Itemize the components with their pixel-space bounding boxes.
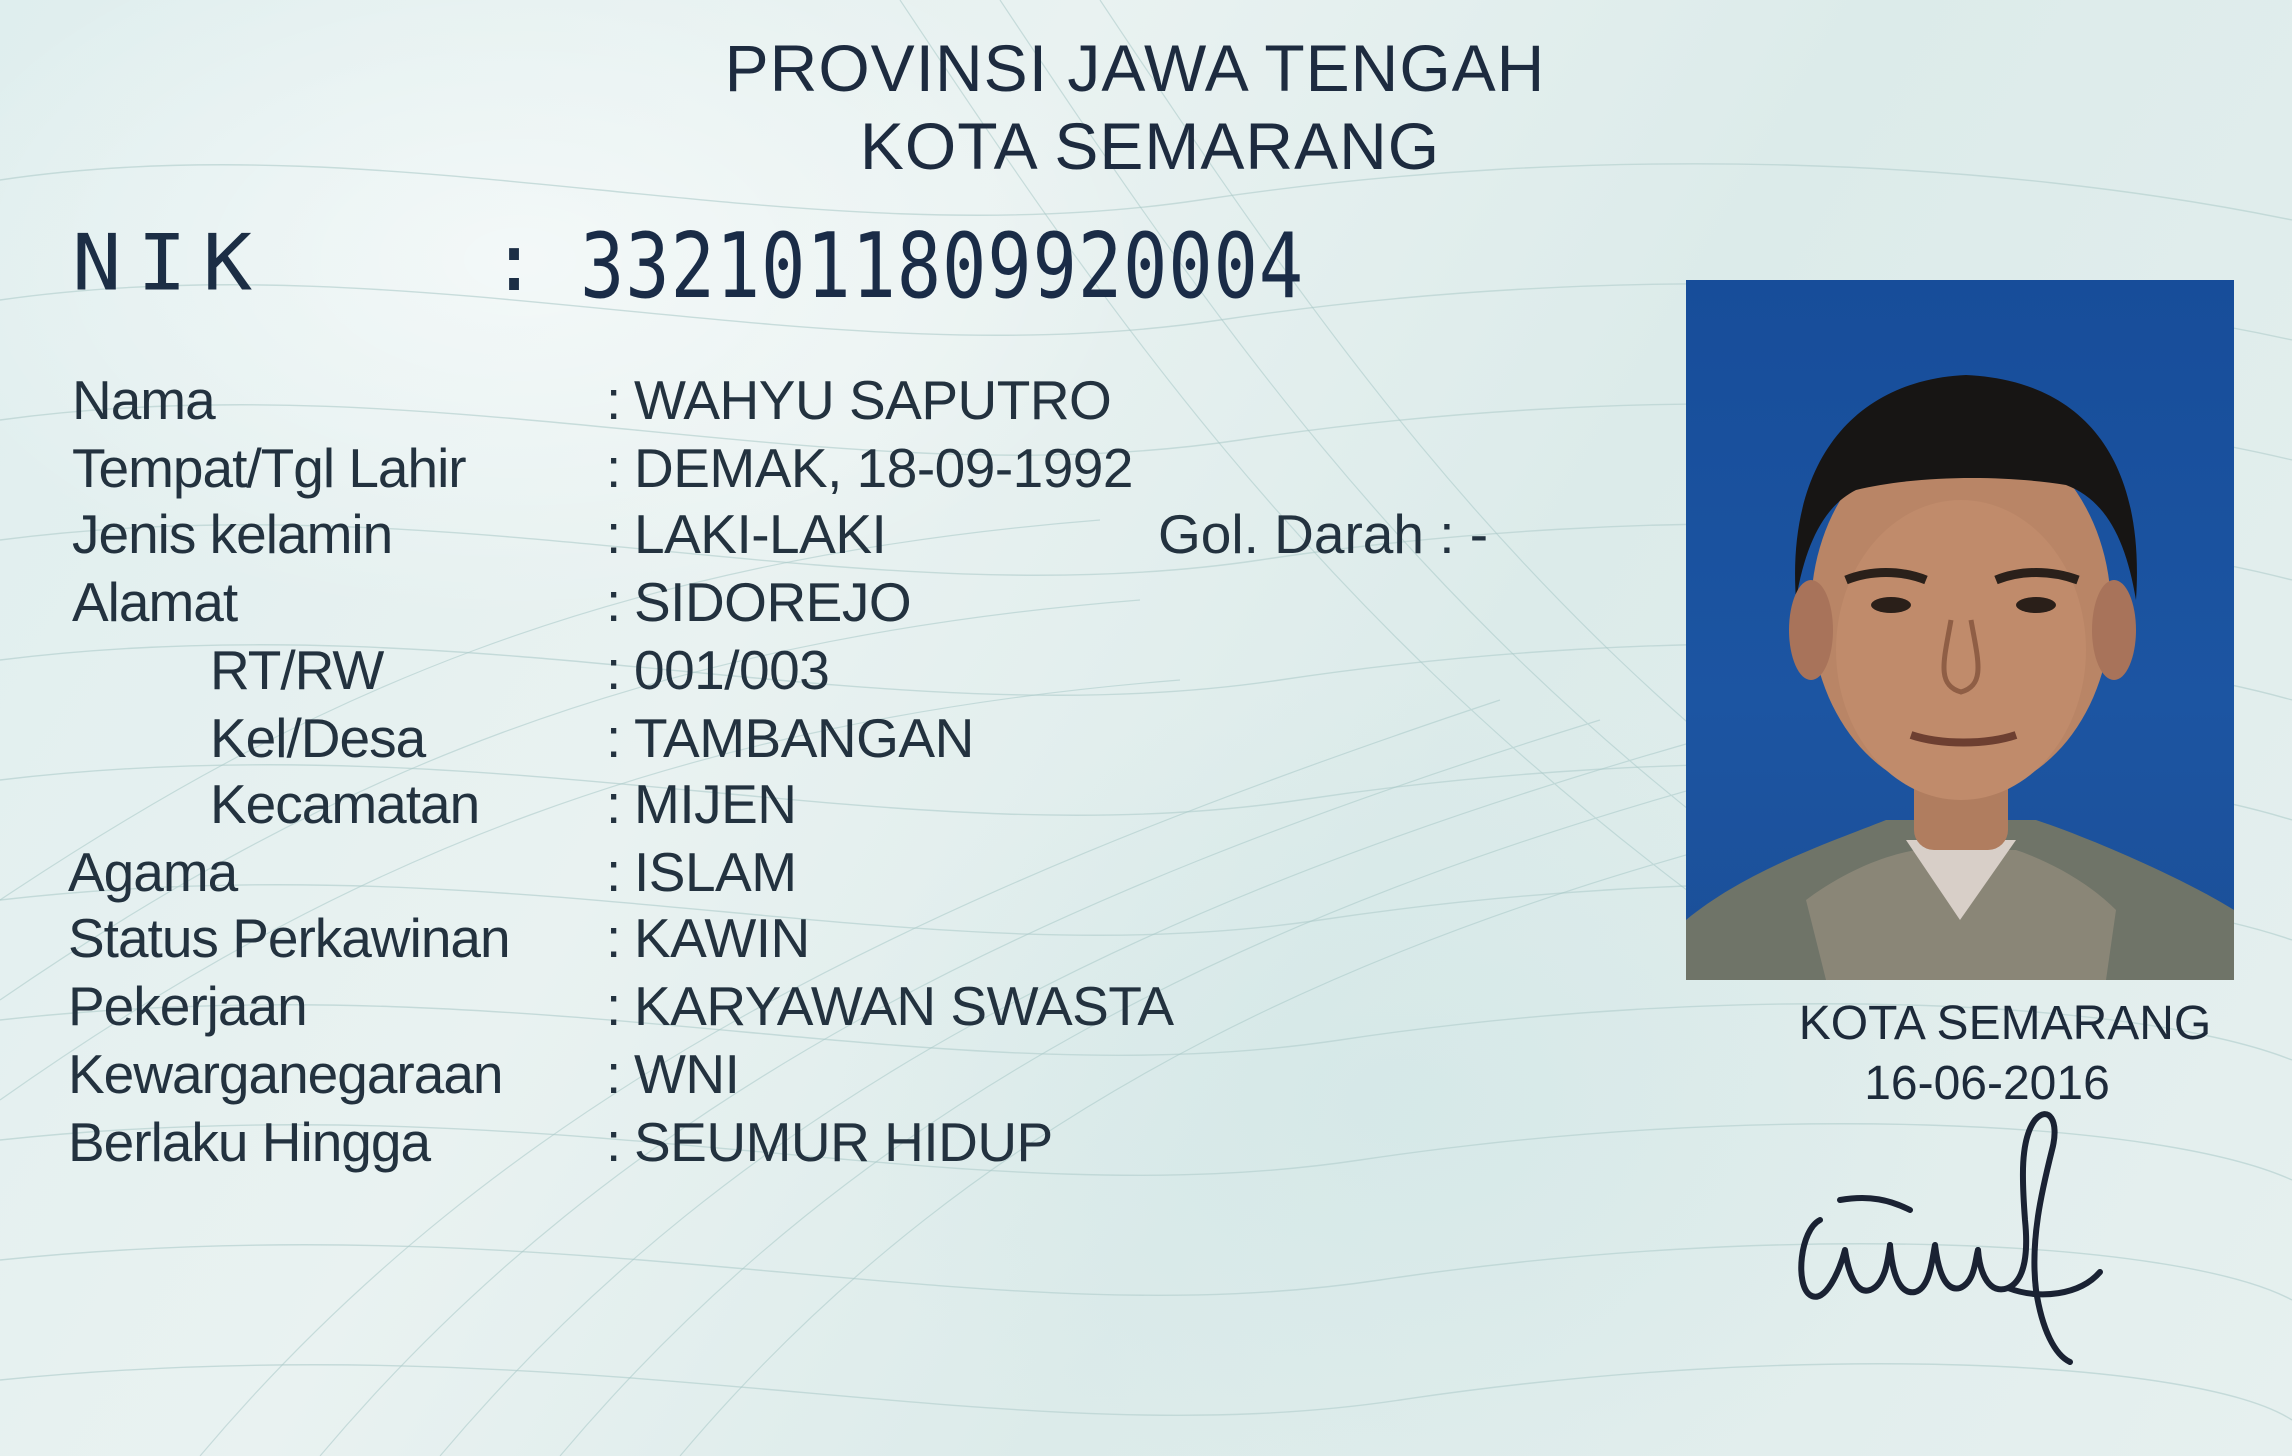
- field-separator: :: [606, 1111, 622, 1173]
- field-label: Agama: [68, 841, 238, 903]
- field-value: WAHYU SAPUTRO: [634, 369, 1112, 431]
- nik-label: NIK: [72, 218, 269, 309]
- issue-date: 16-06-2016: [1864, 1057, 2110, 1110]
- field-separator: :: [606, 773, 622, 835]
- field-separator: :: [606, 571, 622, 633]
- field-value: DEMAK, 18-09-1992: [634, 437, 1133, 499]
- field-label: Berlaku Hingga: [68, 1111, 431, 1173]
- field-separator: :: [606, 503, 622, 565]
- field-value: LAKI-LAKI: [634, 503, 887, 565]
- field-label: Nama: [72, 369, 215, 431]
- province-heading: PROVINSI JAWA TENGAH: [724, 31, 1546, 105]
- field-label: Pekerjaan: [68, 975, 307, 1037]
- holder-signature: [1780, 1100, 2140, 1380]
- portrait-illustration: [1686, 280, 2234, 980]
- field-separator: :: [606, 841, 622, 903]
- field-value: WNI: [634, 1043, 740, 1105]
- field-value: 001/003: [634, 639, 830, 701]
- field-separator: :: [606, 369, 622, 431]
- field-label: Kel/Desa: [210, 707, 426, 769]
- nik-separator: :: [490, 216, 539, 309]
- issue-city: KOTA SEMARANG: [1798, 997, 2212, 1050]
- field-value: SIDOREJO: [634, 571, 912, 633]
- field-label: Status Perkawinan: [68, 907, 510, 969]
- field-value: SEUMUR HIDUP: [634, 1111, 1053, 1173]
- field-separator: :: [606, 907, 622, 969]
- field-separator: :: [606, 707, 622, 769]
- field-separator: :: [606, 437, 622, 499]
- blood-type: Gol. Darah : -: [1158, 503, 1489, 565]
- holder-photo: [1686, 280, 2234, 980]
- field-separator: :: [606, 975, 622, 1037]
- field-label: Kecamatan: [210, 773, 480, 835]
- field-value: KARYAWAN SWASTA: [634, 975, 1174, 1037]
- field-label: Tempat/Tgl Lahir: [72, 437, 466, 499]
- field-separator: :: [606, 1043, 622, 1105]
- field-label: Jenis kelamin: [72, 503, 393, 565]
- field-label: Kewarganegaraan: [68, 1043, 503, 1105]
- field-value: ISLAM: [634, 841, 797, 903]
- field-value: MIJEN: [634, 773, 797, 835]
- field-value: TAMBANGAN: [634, 707, 974, 769]
- field-label: RT/RW: [210, 639, 384, 701]
- nik-number: 3321011809920004: [580, 214, 1305, 319]
- field-value: KAWIN: [634, 907, 810, 969]
- city-heading: KOTA SEMARANG: [859, 109, 1441, 183]
- field-label: Alamat: [72, 571, 238, 633]
- field-separator: :: [606, 639, 622, 701]
